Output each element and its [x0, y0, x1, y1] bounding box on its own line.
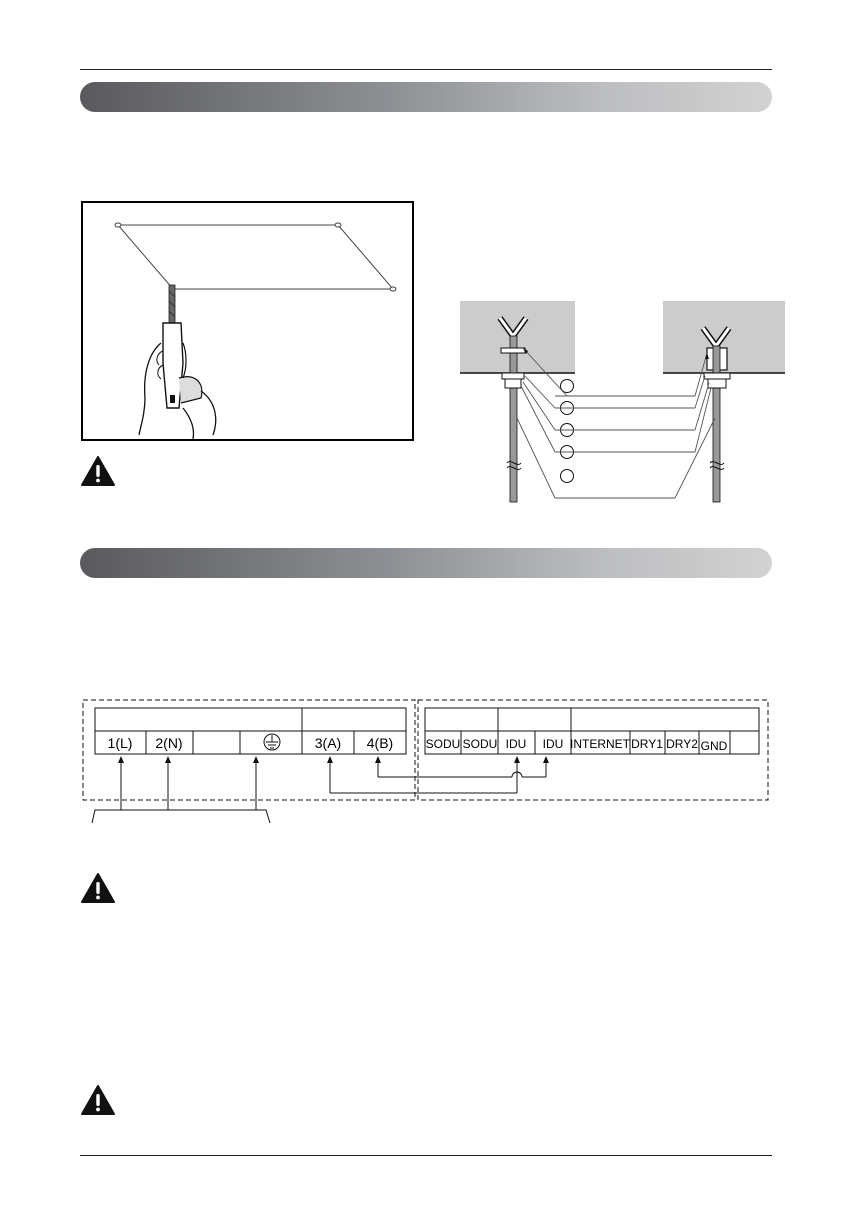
hand-drill-illustration: [83, 203, 416, 443]
section-header-bar-1: [80, 82, 772, 112]
terminal-dry2: DRY2: [666, 737, 698, 751]
ceiling-drilling-figure: [81, 201, 414, 441]
terminal-2N: 2(N): [155, 735, 183, 751]
terminal-sodu-1: SODU: [425, 737, 461, 751]
warning-triangle-icon: [80, 872, 116, 904]
terminal-sodu-2: SODU: [462, 737, 498, 751]
terminal-idu-1: IDU: [505, 737, 527, 751]
terminal-1L: 1(L): [107, 735, 133, 751]
terminal-4B: 4(B): [366, 735, 394, 751]
terminal-gnd: GND: [700, 739, 728, 753]
warning-triangle-icon: [80, 1084, 116, 1116]
terminal-wiring-diagram: [80, 697, 780, 827]
bottom-rule: [80, 1155, 772, 1156]
warning-triangle-icon: [80, 455, 116, 487]
top-rule: [80, 69, 772, 70]
terminal-dry1: DRY1: [631, 737, 663, 751]
section-header-bar-2: [80, 548, 772, 578]
earth-ground-icon: [264, 734, 280, 750]
terminal-idu-2: IDU: [542, 737, 564, 751]
hanger-bolt-illustration: [455, 298, 785, 503]
terminal-3A: 3(A): [314, 735, 342, 751]
terminal-internet: INTERNET: [570, 737, 630, 751]
